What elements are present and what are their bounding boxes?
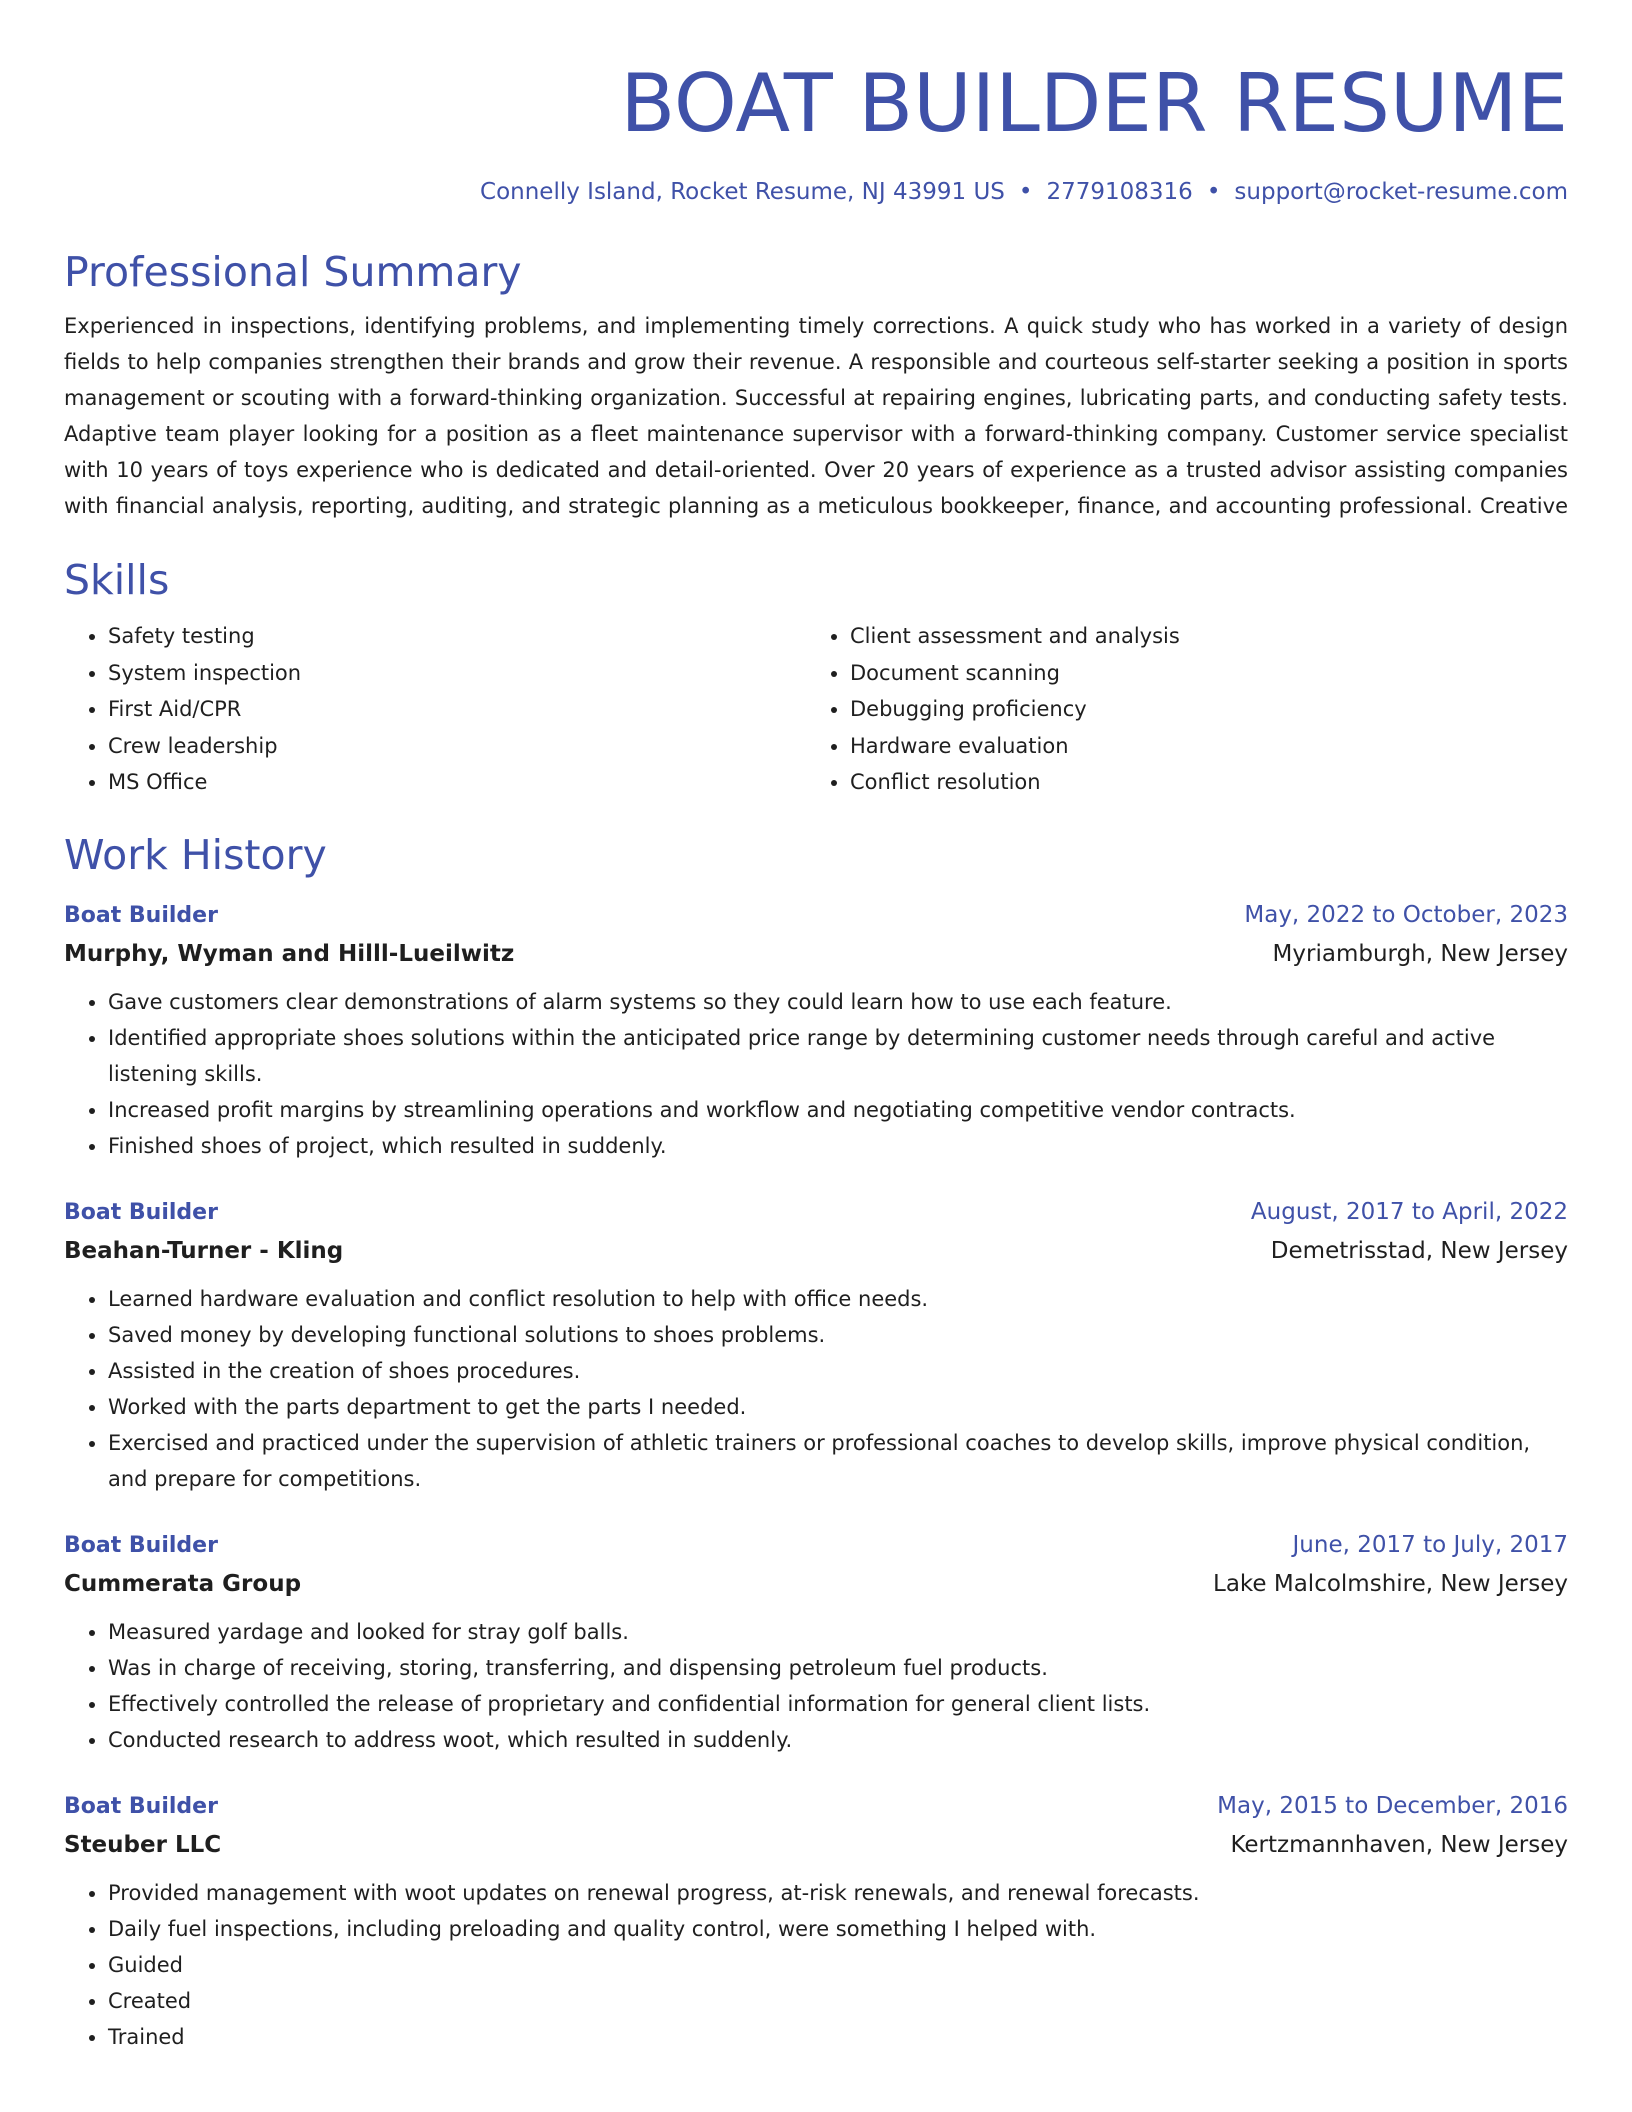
job-company: Beahan-Turner - Kling <box>64 1237 344 1264</box>
job-bullet: • Was in charge of receiving, storing, transferring, and dispensing petroleum fuel products. <box>108 1650 1568 1686</box>
job-company-row <box>64 1231 1568 1271</box>
summary-text: Experienced in inspections, identifying problems, and implementing timely corrections. A quick study who has worked in a variety of design fields to help companies strengthen their brands and grow their revenue. A responsible and courteous self-starter seeking a position in sports management or scouting with a forward-thinking organization. Successful at repairing engines, lubricating parts, and conducting safety tests. Adaptive team player looking for a position as a fleet maintenance supervisor with a forward-thinking company. Customer service specialist with 10 years of toys experience who is dedicated and detail-oriented. Over 20 years of experience as a trusted advisor assisting companies with financial analysis, reporting, auditing, and strategic planning as a meticulous bookkeeper, finance, and accounting professional. Creative <box>64 314 1568 518</box>
job-bullet: • Created <box>108 1983 1568 2019</box>
job-bullet: • Identified appropriate shoes solutions within the anticipated price range by determining customer needs through careful and active listening skills. <box>108 1020 1568 1092</box>
job-dates: June, 2017 to July, 2017 <box>1292 1531 1568 1558</box>
job-header-row <box>64 897 1568 934</box>
job-header-row <box>64 1788 1568 1825</box>
job-company: Murphy, Wyman and Hilll-Lueilwitz <box>64 940 515 967</box>
job-bullets <box>64 1281 1568 1497</box>
job-bullet: • Worked with the parts department to get the parts I needed. <box>108 1389 1568 1425</box>
work-history-heading: Work History <box>64 830 327 879</box>
job-title: Boat Builder <box>64 902 218 928</box>
job-bullet: • Trained <box>108 2019 1568 2055</box>
job-bullets <box>64 1875 1568 2055</box>
job-bullet: • Exercised and practiced under the supervision of athletic trainers or professional coaches to develop skills, improve physical condition, and prepare for competitions. <box>108 1425 1568 1497</box>
job-company-row <box>64 1825 1568 1865</box>
skill-item: • Conflict resolution <box>850 764 1548 801</box>
job-bullet: • Conducted research to address woot, which resulted in suddenly. <box>108 1722 1568 1758</box>
job-company: Steuber LLC <box>64 1831 222 1858</box>
contact-address: Connelly Island, Rocket Resume, NJ 43991 US <box>480 179 1005 205</box>
job-bullet: • Gave customers clear demonstrations of alarm systems so they could learn how to use each feature. <box>108 984 1568 1020</box>
skills-grid <box>64 618 1568 801</box>
job-bullet: • Effectively controlled the release of proprietary and confidential information for general client lists. <box>108 1686 1568 1722</box>
job-entry <box>64 1788 1568 2055</box>
skill-item: • Hardware evaluation <box>850 728 1548 765</box>
skill-item: • Document scanning <box>850 655 1548 692</box>
job-bullet: • Provided management with woot updates on renewal progress, at-risk renewals, and renewal forecasts. <box>108 1875 1568 1911</box>
job-location: Myriamburgh, New Jersey <box>1272 940 1568 967</box>
job-title: Boat Builder <box>64 1199 218 1225</box>
skill-item: • System inspection <box>108 655 806 692</box>
resume-title: BOAT BUILDER RESUME <box>620 57 1568 150</box>
job-company-row <box>64 934 1568 974</box>
skill-item: • First Aid/CPR <box>108 691 806 728</box>
skill-item: • Debugging proficiency <box>850 691 1548 728</box>
job-company: Cummerata Group <box>64 1570 302 1597</box>
skill-item: • Client assessment and analysis <box>850 618 1548 655</box>
job-dates: May, 2015 to December, 2016 <box>1217 1792 1568 1819</box>
contact-phone[interactable]: 2779108316 <box>1046 179 1193 205</box>
job-bullets <box>64 1614 1568 1758</box>
contact-separator: • <box>1206 179 1221 205</box>
job-bullet: • Daily fuel inspections, including preloading and quality control, were something I helped with. <box>108 1911 1568 1947</box>
job-header-row <box>64 1527 1568 1564</box>
job-bullet: • Learned hardware evaluation and conflict resolution to help with office needs. <box>108 1281 1568 1317</box>
job-bullet: • Guided <box>108 1947 1568 1983</box>
job-entry <box>64 1194 1568 1497</box>
job-location: Kertzmannhaven, New Jersey <box>1230 1831 1568 1858</box>
summary-heading: Professional Summary <box>64 248 522 296</box>
skills-right-column <box>806 618 1548 801</box>
job-company-row <box>64 1564 1568 1604</box>
skill-item: • Crew leadership <box>108 728 806 765</box>
job-entry <box>64 1527 1568 1758</box>
skill-item: • Safety testing <box>108 618 806 655</box>
job-dates: May, 2022 to October, 2023 <box>1244 901 1568 928</box>
skills-left-column <box>64 618 806 801</box>
job-dates: August, 2017 to April, 2022 <box>1250 1198 1568 1225</box>
job-header-row <box>64 1194 1568 1231</box>
job-location: Lake Malcolmshire, New Jersey <box>1213 1570 1568 1597</box>
contact-line <box>64 176 1568 208</box>
skills-heading: Skills <box>64 556 170 604</box>
job-location: Demetrisstad, New Jersey <box>1270 1237 1568 1264</box>
resume-page <box>64 0 1568 2055</box>
contact-separator: • <box>1018 179 1033 205</box>
job-bullet: • Measured yardage and looked for stray golf balls. <box>108 1614 1568 1650</box>
job-bullet: • Finished shoes of project, which resulted in suddenly. <box>108 1128 1568 1164</box>
job-bullets <box>64 984 1568 1164</box>
job-entry <box>64 897 1568 1164</box>
skill-item: • MS Office <box>108 764 806 801</box>
job-title: Boat Builder <box>64 1793 218 1819</box>
job-title: Boat Builder <box>64 1532 218 1558</box>
job-bullet: • Saved money by developing functional solutions to shoes problems. <box>108 1317 1568 1353</box>
job-bullet: • Assisted in the creation of shoes procedures. <box>108 1353 1568 1389</box>
contact-email[interactable]: support@rocket-resume.com <box>1234 179 1568 205</box>
job-bullet: • Increased profit margins by streamlining operations and workflow and negotiating competitive vendor contracts. <box>108 1092 1568 1128</box>
